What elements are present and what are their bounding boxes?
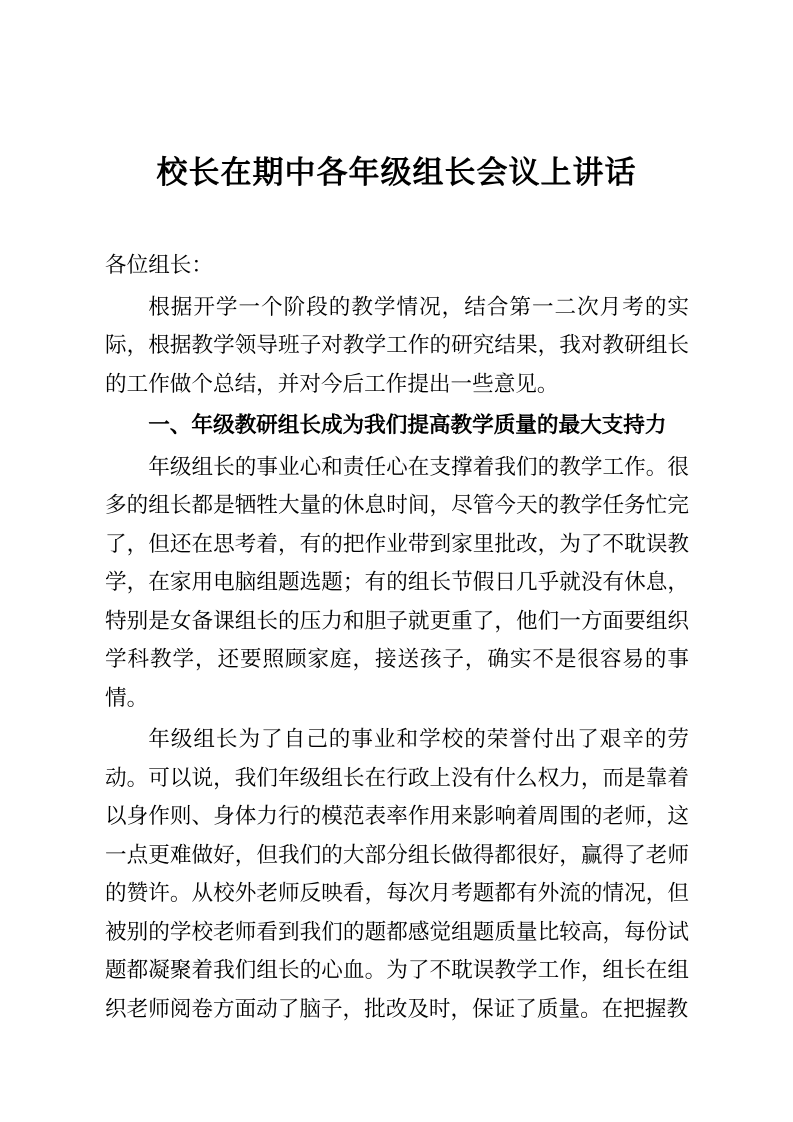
section-heading-1: 一、年级教研组长成为我们提高教学质量的最大支持力	[148, 412, 667, 437]
paragraph-intro: 根据开学一个阶段的教学情况，结合第一二次月考的实际，根据教学领导班子对教学工作的研究结果，我对教研组长的工作做个总结，并对今后工作提出一些意见。	[105, 294, 689, 396]
paragraph-section1-contribution: 年级组长为了自己的事业和学校的荣誉付出了艰辛的劳动。可以说，我们年级组长在行政上没有什么权力，而是靠着以身作则、身体力行的模范表率作用来影响着周围的老师，这一点更难做好，但我们的大部分组长做得都很好，赢得了老师的赞许。从校外老师反映看，每次月考题都有外流的情况，但被别的学校老师看到我们的题都感觉组题质量比较高，每份试题都凝聚着我们组长的心血。为了不耽误教学工作，组长在组织老师阅卷方面动了脑子，批改及时，保证了质量。在把握教	[105, 727, 689, 1021]
salutation-line: 各位组长：	[105, 253, 213, 277]
document-body	[105, 246, 689, 1028]
document-title: 校长在期中各年级组长会议上讲话	[156, 155, 637, 190]
paragraph-section1-dedication: 年级组长的事业心和责任心在支撑着我们的教学工作。很多的组长都是牺牲大量的休息时间，尽管今天的教学任务忙完了，但还在思考着，有的把作业带到家里批改，为了不耽误教学，在家用电脑组题选题；有的组长节假日几乎就没有休息，特别是女备课组长的压力和胆子就更重了，他们一方面要组织学科教学，还要照顾家庭，接送孩子，确实不是很容易的事情。	[105, 454, 689, 710]
